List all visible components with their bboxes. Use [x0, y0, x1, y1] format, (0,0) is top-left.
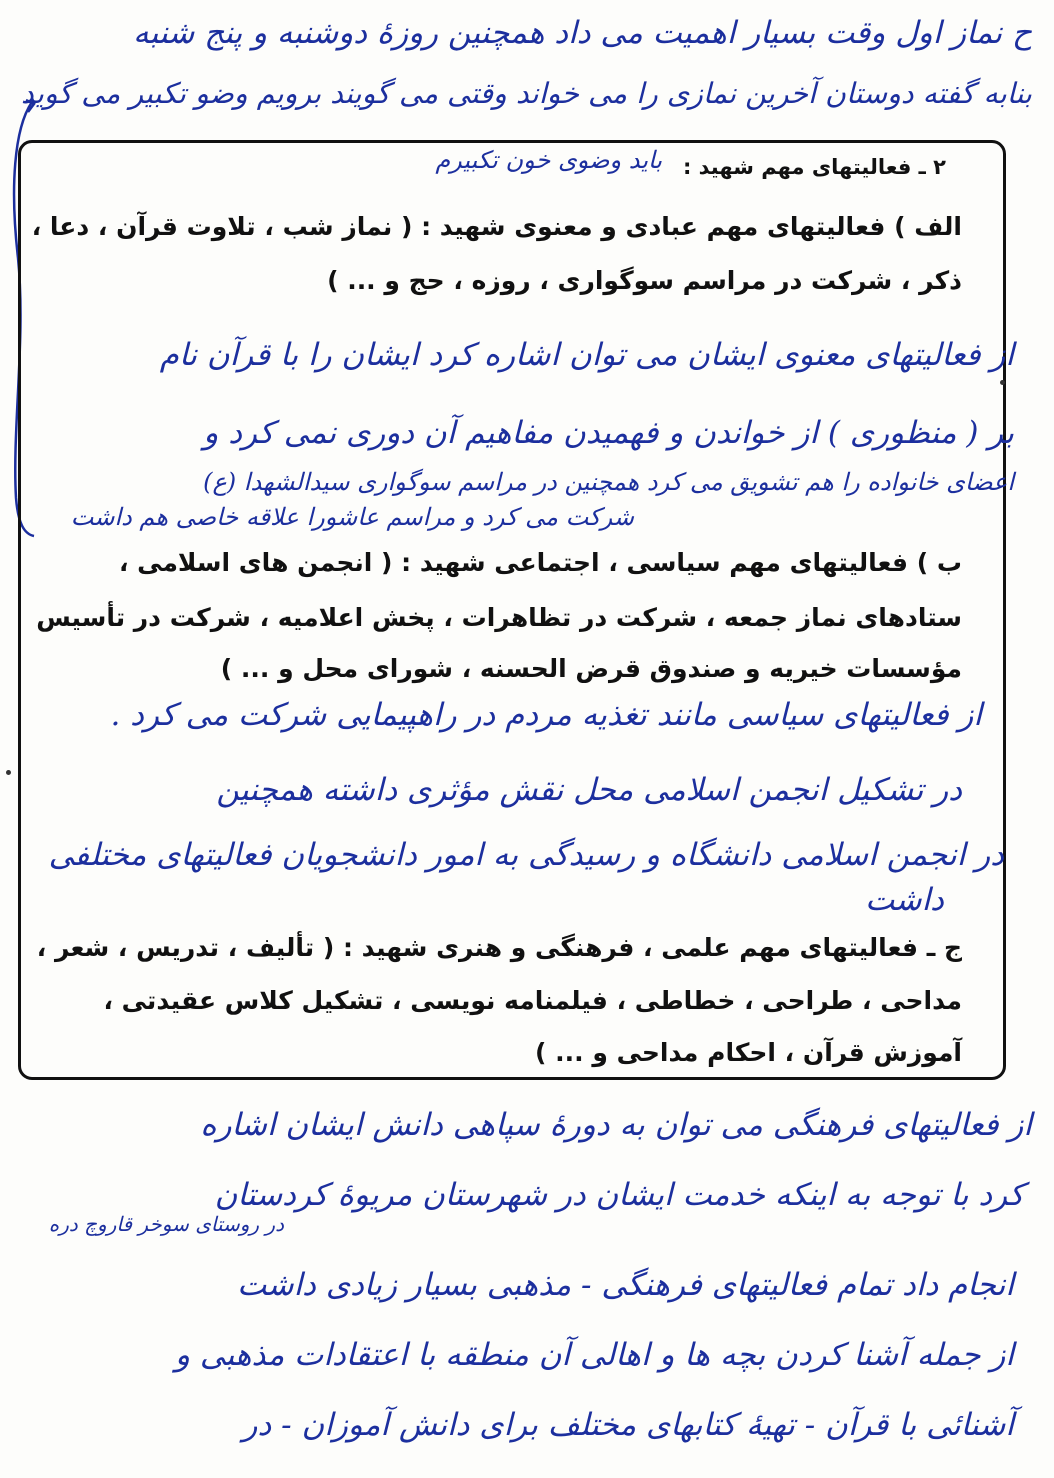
handwritten-line: داشت	[865, 882, 944, 918]
scan-speck	[1000, 380, 1005, 385]
section-heading: ۲ ـ فعالیتهای مهم شهید :	[682, 155, 946, 179]
handwritten-line: شرکت می کرد و مراسم عاشورا علاقه خاصی هم داشت	[70, 503, 634, 531]
printed-line: مداحی ، طراحی ، خطاطی ، فیلمنامه نویسی ، تشکیل کلاس عقیدتی ،	[103, 986, 962, 1015]
handwritten-line: بر ( منظوری ) از خواندن و فهمیدن مفاهیم آن دوری نمی کرد و	[203, 415, 1014, 451]
handwritten-note: باید وضوی خون تکبیرم	[435, 146, 662, 174]
printed-line: ج ـ فعالیتهای مهم علمی ، فرهنگی و هنری شهید : ( تألیف ، تدریس ، شعر ،	[36, 933, 962, 962]
scan-speck	[6, 770, 11, 775]
handwritten-line: از فعالیتهای فرهنگی می توان به دورهٔ سپاهی دانش ایشان اشاره	[200, 1107, 1032, 1143]
handwritten-line: از فعالیتهای معنوی ایشان می توان اشاره کرد ایشان را با قرآن نام	[159, 337, 1014, 373]
handwritten-line: کرد با توجه به اینکه خدمت ایشان در شهرستان مریوهٔ کردستان	[214, 1177, 1024, 1213]
handwritten-line: انجام داد تمام فعالیتهای فرهنگی - مذهبی بسیار زیادی داشت	[237, 1267, 1014, 1303]
printed-line: مؤسسات خیریه و صندوق قرض الحسنه ، شورای محل و ... )	[220, 654, 962, 683]
handwritten-line: بنابه گفته دوستان آخرین نمازی را می خواند وقتی می گویند برویم وضو تکبیر می گوید	[21, 77, 1032, 110]
handwritten-line: در انجمن اسلامی دانشگاه و رسیدگی به امور دانشجویان فعالیتهای مختلفی	[48, 837, 1004, 873]
printed-line: آموزش قرآن ، احکام مداحی و ... )	[535, 1038, 962, 1067]
printed-line: ب ) فعالیتهای مهم سیاسی ، اجتماعی شهید : ( انجمن های اسلامی ،	[118, 548, 962, 577]
handwritten-line: آشنائی با قرآن - تهیهٔ کتابهای مختلف برای دانش آموزان - در	[242, 1407, 1014, 1443]
printed-line: الف ) فعالیتهای مهم عبادی و معنوی شهید : ( نماز شب ، تلاوت قرآن ، دعا ،	[31, 212, 962, 241]
printed-line: ذکر ، شرکت در مراسم سوگواری ، روزه ، حج و ... )	[327, 266, 962, 295]
handwritten-line: ح نماز اول وقت بسیار اهمیت می داد همچنین روزهٔ دوشنبه و پنج شنبه	[133, 15, 1032, 51]
handwritten-line: اعضای خانواده را هم تشویق می کرد همچنین در مراسم سوگواری سیدالشهدا (ع)	[203, 468, 1014, 496]
handwritten-line: از جمله آشنا کردن بچه ها و اهالی آن منطقه با اعتقادات مذهبی و	[175, 1337, 1014, 1373]
handwritten-line: از فعالیتهای سیاسی مانند تغذیه مردم در راهپیمایی شرکت می کرد .	[110, 697, 982, 733]
handwritten-line: در تشکیل انجمن اسلامی محل نقش مؤثری داشته همچنین	[216, 772, 962, 808]
handwritten-note: در روستای سوخر قاروچ دره	[48, 1212, 284, 1236]
printed-line: ستادهای نماز جمعه ، شرکت در تظاهرات ، پخش اعلامیه ، شرکت در تأسیس	[36, 603, 962, 632]
